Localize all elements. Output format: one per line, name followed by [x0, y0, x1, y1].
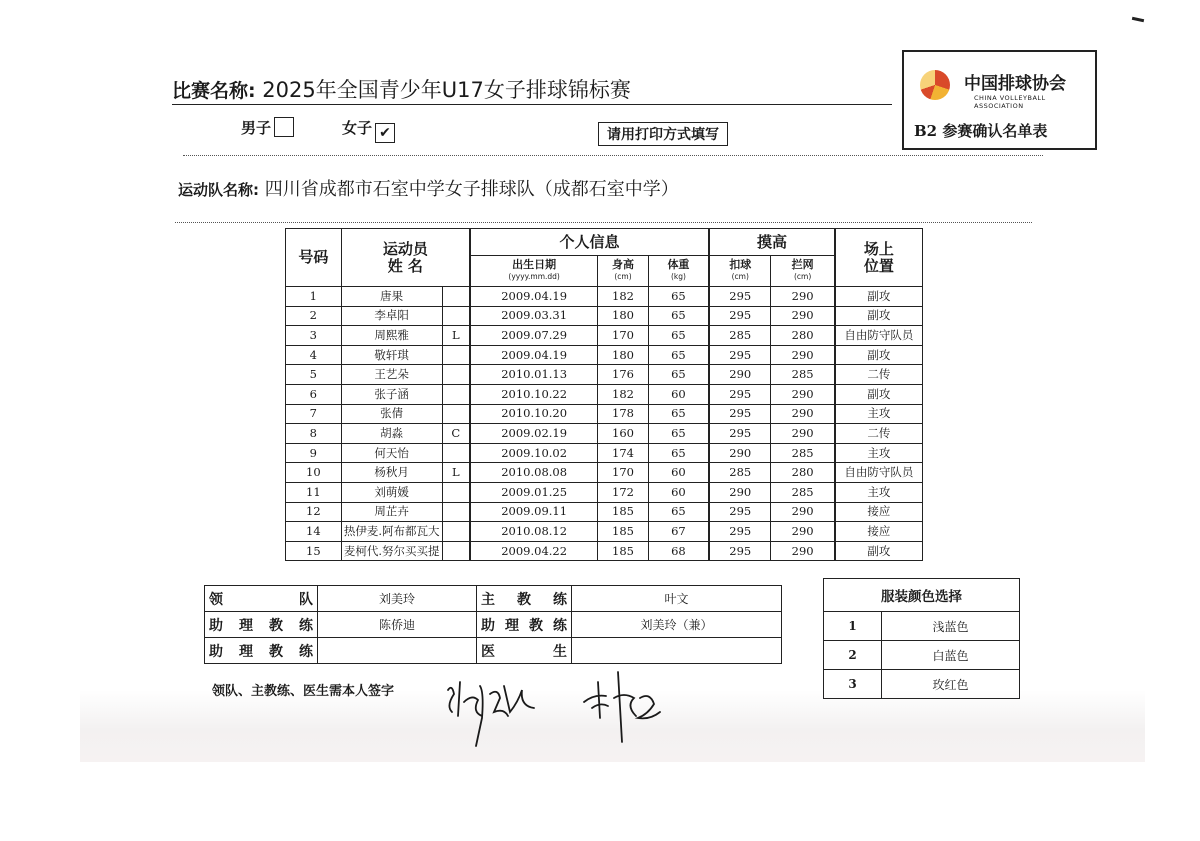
- event-title: [172, 74, 631, 104]
- header-personal: 个人信息: [470, 229, 709, 256]
- print-note: 请用打印方式填写: [598, 122, 728, 146]
- coach-signature: [578, 662, 678, 746]
- player-weight: 67: [648, 522, 709, 542]
- header-height-unit: (cm): [614, 272, 632, 281]
- player-name: 唐果: [341, 287, 442, 307]
- player-position: 自由防守队员: [835, 326, 923, 346]
- player-position: 二传: [835, 365, 923, 385]
- player-birth-date: 2010.08.12: [470, 522, 598, 542]
- player-block-reach: 290: [771, 541, 835, 561]
- player-position: 二传: [835, 424, 923, 444]
- player-mark: [442, 482, 470, 502]
- table-row: [286, 345, 923, 365]
- event-name: 2025年全国青少年U17女子排球锦标赛: [262, 78, 631, 102]
- player-height: 180: [598, 345, 649, 365]
- header-athlete-line2: 姓 名: [387, 256, 423, 275]
- player-weight: 65: [648, 502, 709, 522]
- player-number: 6: [286, 384, 342, 404]
- assistant-coach-label-2: 助理教练: [477, 612, 572, 638]
- player-weight: 65: [648, 326, 709, 346]
- player-block-reach: 290: [771, 424, 835, 444]
- assistant-coach-value-3: [318, 638, 477, 664]
- player-position: 主攻: [835, 404, 923, 424]
- player-block-reach: 290: [771, 287, 835, 307]
- player-position: 副攻: [835, 541, 923, 561]
- uniform-option-number: 2: [824, 641, 882, 670]
- player-mark: C: [442, 424, 470, 444]
- player-name: 敬轩琪: [341, 345, 442, 365]
- player-birth-date: 2009.04.22: [470, 541, 598, 561]
- player-mark: [442, 522, 470, 542]
- male-label: 男子: [241, 119, 272, 137]
- logo-chinese-name: 中国排球协会: [964, 74, 1066, 94]
- player-birth-date: 2009.03.31: [470, 306, 598, 326]
- player-name: 李卓阳: [341, 306, 442, 326]
- header-athlete: [341, 229, 470, 287]
- player-mark: [442, 443, 470, 463]
- player-name: 杨秋月: [341, 463, 442, 483]
- player-mark: L: [442, 463, 470, 483]
- player-height: 182: [598, 384, 649, 404]
- player-height: 174: [598, 443, 649, 463]
- logo-english-name: CHINA VOLLEYBALL ASSOCIATION: [974, 94, 1046, 110]
- volleyball-logo-icon: [920, 70, 950, 100]
- player-mark: [442, 287, 470, 307]
- table-row: [286, 541, 923, 561]
- player-birth-date: 2010.10.20: [470, 404, 598, 424]
- player-birth-date: 2009.07.29: [470, 326, 598, 346]
- player-height: 180: [598, 306, 649, 326]
- player-name: 周熙雅: [341, 326, 442, 346]
- header-height-text: 身高: [612, 258, 635, 271]
- male-option: [241, 117, 294, 138]
- assistant-coach-label-3: 助理教练: [205, 638, 318, 664]
- player-mark: [442, 404, 470, 424]
- player-height: 185: [598, 502, 649, 522]
- leader-signature: [438, 672, 558, 752]
- table-row: [286, 404, 923, 424]
- player-mark: [442, 365, 470, 385]
- header-birth: [470, 256, 598, 287]
- player-block-reach: 290: [771, 522, 835, 542]
- player-spike-reach: 295: [709, 541, 771, 561]
- header-athlete-line1: 运动员: [382, 239, 428, 258]
- team-name-row: [178, 175, 679, 201]
- table-row: [286, 306, 923, 326]
- uniform-color-table: [823, 578, 1020, 699]
- player-position: 副攻: [835, 287, 923, 307]
- signature-note: 领队、主教练、医生需本人签字: [212, 684, 395, 699]
- player-weight: 65: [648, 345, 709, 365]
- player-number: 2: [286, 306, 342, 326]
- player-mark: [442, 306, 470, 326]
- player-mark: [442, 502, 470, 522]
- header-height: [598, 256, 649, 287]
- dotted-divider: [175, 222, 1032, 223]
- player-position: 主攻: [835, 443, 923, 463]
- uniform-option-color: 浅蓝色: [882, 612, 1020, 641]
- female-option: [342, 117, 395, 143]
- player-spike-reach: 295: [709, 502, 771, 522]
- player-weight: 65: [648, 424, 709, 444]
- assistant-coach-value-2: 刘美玲（兼）: [572, 612, 782, 638]
- form-title: B2 参赛确认名单表: [914, 122, 1048, 140]
- assistant-coach-value-1: 陈侨迪: [318, 612, 477, 638]
- uniform-option-number: 3: [824, 670, 882, 699]
- header-block-text: 拦网: [791, 258, 814, 271]
- player-spike-reach: 295: [709, 306, 771, 326]
- assistant-coach-label-1: 助理教练: [205, 612, 318, 638]
- staff-table: [204, 585, 782, 664]
- table-row: [286, 365, 923, 385]
- player-number: 11: [286, 482, 342, 502]
- header-block: [771, 256, 835, 287]
- player-position: 接应: [835, 502, 923, 522]
- player-spike-reach: 295: [709, 287, 771, 307]
- uniform-option-color: 玫红色: [882, 670, 1020, 699]
- player-name: 刘萌媛: [341, 482, 442, 502]
- player-height: 185: [598, 522, 649, 542]
- table-row: [286, 463, 923, 483]
- head-coach-label: 主教练: [477, 586, 572, 612]
- player-name: 麦柯代.努尔买买提: [341, 541, 442, 561]
- header-weight: [648, 256, 709, 287]
- uniform-title: 服装颜色选择: [824, 579, 1020, 612]
- table-row: [286, 443, 923, 463]
- player-weight: 65: [648, 287, 709, 307]
- player-birth-date: 2009.04.19: [470, 287, 598, 307]
- player-position: 接应: [835, 522, 923, 542]
- title-underline: [172, 104, 892, 105]
- player-block-reach: 290: [771, 404, 835, 424]
- player-mark: [442, 384, 470, 404]
- player-height: 172: [598, 482, 649, 502]
- female-checkbox[interactable]: ✔: [375, 123, 395, 143]
- header-spike: [709, 256, 771, 287]
- male-checkbox[interactable]: [274, 117, 294, 137]
- player-number: 14: [286, 522, 342, 542]
- player-birth-date: 2009.09.11: [470, 502, 598, 522]
- team-name: 四川省成都市石室中学女子排球队（成都石室中学）: [264, 179, 679, 200]
- female-label: 女子: [342, 119, 373, 137]
- event-label: 比赛名称:: [172, 80, 256, 102]
- player-birth-date: 2010.10.22: [470, 384, 598, 404]
- player-birth-date: 2010.08.08: [470, 463, 598, 483]
- player-position: 自由防守队员: [835, 463, 923, 483]
- player-name: 张子涵: [341, 384, 442, 404]
- player-spike-reach: 290: [709, 365, 771, 385]
- header-position-line2: 位置: [863, 256, 894, 275]
- doctor-label: 医生: [477, 638, 572, 664]
- player-number: 9: [286, 443, 342, 463]
- player-birth-date: 2009.02.19: [470, 424, 598, 444]
- player-weight: 60: [648, 384, 709, 404]
- player-block-reach: 290: [771, 345, 835, 365]
- player-block-reach: 285: [771, 482, 835, 502]
- player-name: 张倩: [341, 404, 442, 424]
- player-height: 185: [598, 541, 649, 561]
- player-mark: [442, 345, 470, 365]
- player-height: 170: [598, 326, 649, 346]
- player-height: 160: [598, 424, 649, 444]
- header-position: [835, 229, 923, 287]
- roster-table: [285, 228, 923, 561]
- player-name: 胡淼: [341, 424, 442, 444]
- player-height: 178: [598, 404, 649, 424]
- player-weight: 60: [648, 463, 709, 483]
- player-number: 1: [286, 287, 342, 307]
- player-name: 何天怡: [341, 443, 442, 463]
- player-birth-date: 2010.01.13: [470, 365, 598, 385]
- player-birth-date: 2009.10.02: [470, 443, 598, 463]
- player-birth-date: 2009.04.19: [470, 345, 598, 365]
- player-spike-reach: 295: [709, 522, 771, 542]
- player-block-reach: 285: [771, 365, 835, 385]
- player-weight: 65: [648, 365, 709, 385]
- table-row: [286, 384, 923, 404]
- player-name: 王艺朵: [341, 365, 442, 385]
- player-position: 副攻: [835, 345, 923, 365]
- dotted-divider: [183, 155, 1043, 156]
- player-spike-reach: 295: [709, 384, 771, 404]
- player-position: 主攻: [835, 482, 923, 502]
- header-block-unit: (cm): [793, 272, 812, 281]
- player-spike-reach: 290: [709, 482, 771, 502]
- player-spike-reach: 285: [709, 326, 771, 346]
- player-block-reach: 280: [771, 326, 835, 346]
- player-position: 副攻: [835, 384, 923, 404]
- header-spike-text: 扣球: [729, 258, 752, 271]
- player-number: 12: [286, 502, 342, 522]
- player-height: 176: [598, 365, 649, 385]
- player-birth-date: 2009.01.25: [470, 482, 598, 502]
- player-number: 4: [286, 345, 342, 365]
- player-block-reach: 290: [771, 306, 835, 326]
- player-spike-reach: 295: [709, 404, 771, 424]
- player-spike-reach: 290: [709, 443, 771, 463]
- player-mark: [442, 541, 470, 561]
- player-mark: L: [442, 326, 470, 346]
- team-label: 运动队名称:: [178, 181, 259, 199]
- association-logo-box: [902, 50, 1097, 150]
- uniform-option-color: 白蓝色: [882, 641, 1020, 670]
- player-weight: 60: [648, 482, 709, 502]
- player-number: 5: [286, 365, 342, 385]
- player-block-reach: 290: [771, 384, 835, 404]
- table-row: [286, 287, 923, 307]
- table-row: [286, 424, 923, 444]
- header-number: 号码: [286, 229, 342, 287]
- uniform-option-number: 1: [824, 612, 882, 641]
- player-block-reach: 280: [771, 463, 835, 483]
- player-height: 182: [598, 287, 649, 307]
- table-row: [286, 502, 923, 522]
- header-position-line1: 场上: [863, 239, 894, 258]
- table-row: [286, 522, 923, 542]
- player-block-reach: 290: [771, 502, 835, 522]
- player-name: 热伊麦.阿布都瓦大: [341, 522, 442, 542]
- player-number: 3: [286, 326, 342, 346]
- leader-value: 刘美玲: [318, 586, 477, 612]
- leader-label: 领队: [205, 586, 318, 612]
- player-number: 15: [286, 541, 342, 561]
- header-weight-unit: (kg): [670, 272, 686, 281]
- header-reach: 摸高: [709, 229, 835, 256]
- table-row: [286, 326, 923, 346]
- head-coach-value: 叶文: [572, 586, 782, 612]
- player-weight: 68: [648, 541, 709, 561]
- player-spike-reach: 295: [709, 345, 771, 365]
- player-number: 8: [286, 424, 342, 444]
- roster-body: [286, 287, 923, 561]
- player-block-reach: 285: [771, 443, 835, 463]
- player-name: 周芷卉: [341, 502, 442, 522]
- player-number: 10: [286, 463, 342, 483]
- header-birth-unit: (yyyy.mm.dd): [508, 272, 560, 281]
- table-row: [286, 482, 923, 502]
- player-position: 副攻: [835, 306, 923, 326]
- header-weight-text: 体重: [667, 258, 690, 271]
- player-weight: 65: [648, 404, 709, 424]
- player-spike-reach: 295: [709, 424, 771, 444]
- player-height: 170: [598, 463, 649, 483]
- player-number: 7: [286, 404, 342, 424]
- player-weight: 65: [648, 306, 709, 326]
- doctor-value: [572, 638, 782, 664]
- player-spike-reach: 285: [709, 463, 771, 483]
- player-weight: 65: [648, 443, 709, 463]
- corner-mark: [1132, 17, 1144, 22]
- header-birth-text: 出生日期: [512, 258, 557, 271]
- header-spike-unit: (cm): [731, 272, 749, 281]
